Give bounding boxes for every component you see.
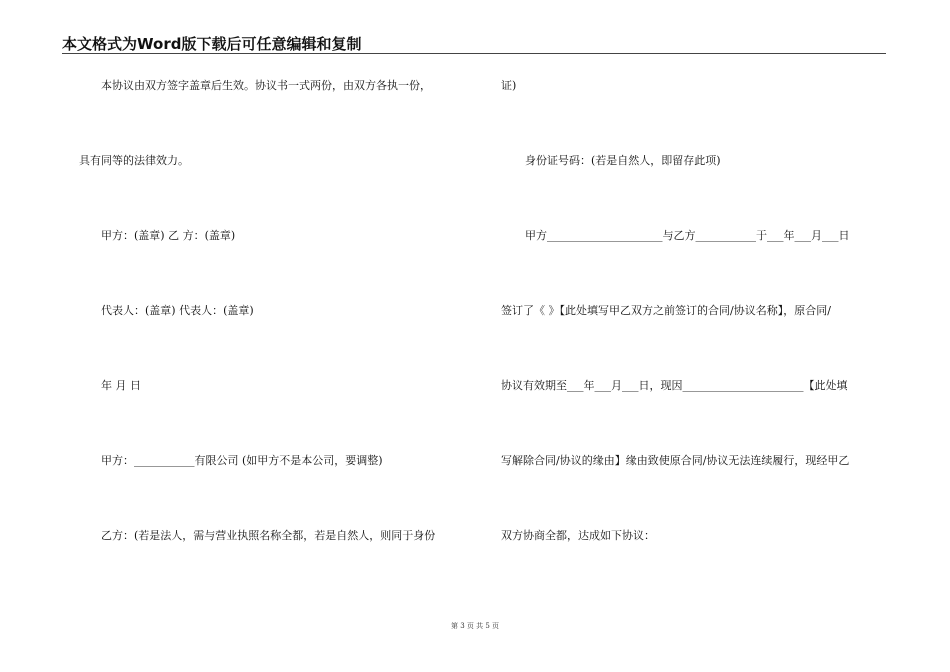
party-b-line: 乙方：(若是法人，需与营业执照名称全都，若是自然人，则同于身份 — [101, 529, 436, 542]
paragraph-line: 双方协商全都，达成如下协议： — [501, 529, 655, 542]
paragraph-line: 协议有效期至___年___月___日，现因______________________【此处填 — [501, 379, 848, 392]
agreement-intro-line: 甲方_____________________与乙方___________于___年___月___日 — [525, 229, 850, 242]
signature-line-party-a-b: 甲方：(盖章) 乙 方：(盖章) — [101, 229, 236, 242]
party-a-line: 甲方：___________有限公司 (如甲方不是本公司，要调整) — [101, 454, 383, 467]
header-title: 本文格式为Word版下载后可任意编辑和复制 — [62, 35, 362, 53]
page-footer: 第 3 页 共 5 页 — [450, 622, 500, 630]
paragraph-line: 签订了《 》【此处填写甲乙双方之前签订的合同/协议名称】，原合同/ — [501, 304, 831, 317]
paragraph-line: 具有同等的法律效力。 — [79, 154, 189, 167]
paragraph-line: 本协议由双方签字盖章后生效。协议书一式两份，由双方各执一份， — [101, 79, 431, 92]
right-column — [475, 0, 950, 672]
id-number-line: 身份证号码：(若是自然人，即留存此项) — [525, 154, 721, 167]
date-line: 年 月 日 — [101, 379, 141, 392]
paragraph-line: 写解除合同/协议的缘由】缘由致使原合同/协议无法连续履行，现经甲乙 — [501, 454, 850, 467]
paragraph-line: 证) — [501, 79, 517, 92]
signature-line-representatives: 代表人：(盖章) 代表人：(盖章) — [101, 304, 254, 317]
